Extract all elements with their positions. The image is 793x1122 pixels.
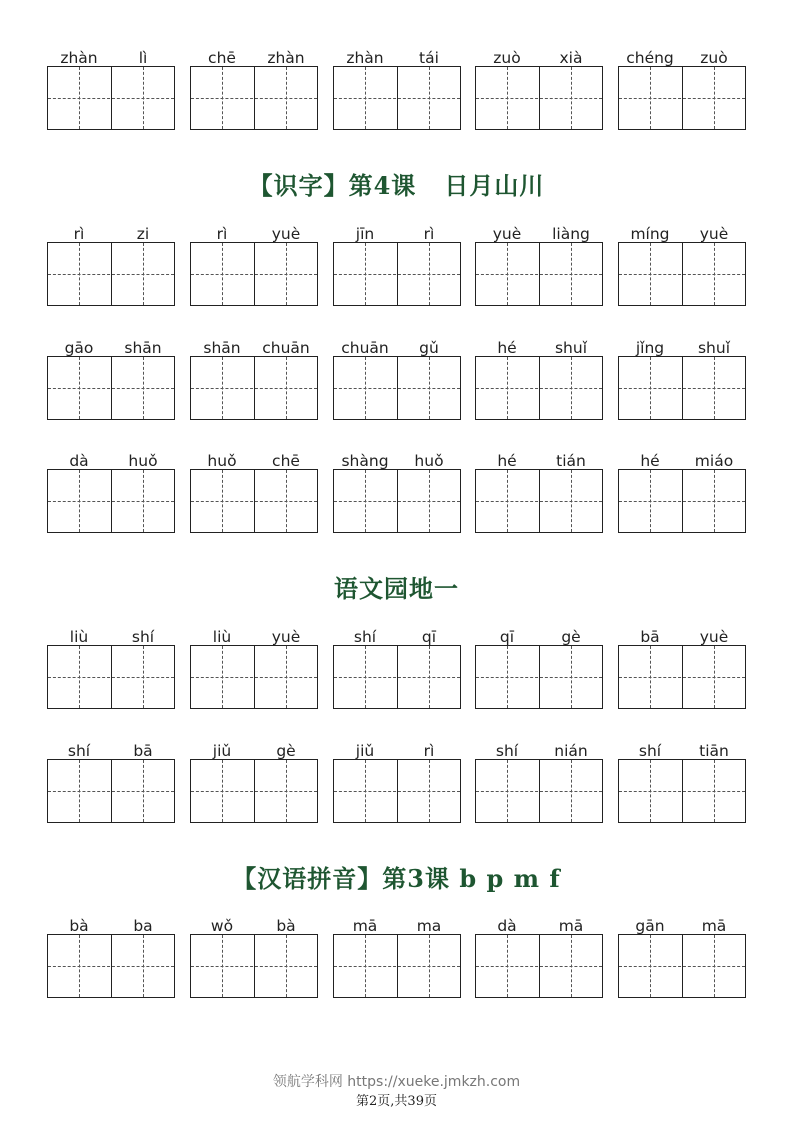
word-block bbox=[333, 338, 461, 438]
word-block bbox=[190, 916, 318, 1016]
word-block bbox=[475, 451, 603, 551]
dashed-guide-vertical bbox=[222, 67, 223, 129]
pinyin-label: hé bbox=[497, 339, 517, 357]
pinyin-label: tián bbox=[556, 452, 586, 470]
pinyin-label: liù bbox=[69, 628, 89, 646]
dashed-guide-horizontal bbox=[476, 98, 602, 99]
dashed-guide-vertical bbox=[429, 357, 430, 419]
pinyin-label: shí bbox=[495, 742, 519, 760]
dashed-guide-horizontal bbox=[48, 677, 174, 678]
pinyin-label: ba bbox=[133, 917, 153, 935]
pinyin-label: huǒ bbox=[414, 452, 444, 470]
tianzige-writing-box[interactable] bbox=[47, 469, 175, 533]
tianzige-writing-box[interactable] bbox=[47, 759, 175, 823]
pinyin-label: shàng bbox=[341, 452, 389, 470]
dashed-guide-vertical bbox=[143, 67, 144, 129]
pinyin-label: bà bbox=[69, 917, 89, 935]
dashed-guide-horizontal bbox=[191, 98, 317, 99]
dashed-guide-vertical bbox=[286, 935, 287, 997]
dashed-guide-horizontal bbox=[48, 501, 174, 502]
pinyin-label: tiān bbox=[699, 742, 729, 760]
dashed-guide-vertical bbox=[365, 67, 366, 129]
dashed-guide-horizontal bbox=[48, 274, 174, 275]
dashed-guide-horizontal bbox=[476, 388, 602, 389]
word-block bbox=[618, 224, 746, 324]
pinyin-label: gè bbox=[276, 742, 296, 760]
pinyin-label: yuè bbox=[492, 225, 522, 243]
dashed-guide-vertical bbox=[365, 357, 366, 419]
tianzige-writing-box[interactable] bbox=[618, 356, 746, 420]
word-block bbox=[190, 338, 318, 438]
section-heading: 语文园地一 bbox=[334, 574, 459, 603]
dashed-guide-vertical bbox=[222, 935, 223, 997]
pinyin-label: xià bbox=[559, 49, 583, 67]
dashed-guide-vertical bbox=[365, 935, 366, 997]
dashed-guide-horizontal bbox=[476, 274, 602, 275]
pinyin-label: wǒ bbox=[210, 917, 234, 935]
pinyin-label: zi bbox=[136, 225, 150, 243]
dashed-guide-horizontal bbox=[48, 388, 174, 389]
pinyin-label: nián bbox=[554, 742, 588, 760]
pinyin-label: shuǐ bbox=[554, 339, 588, 357]
dashed-guide-vertical bbox=[79, 935, 80, 997]
dashed-guide-horizontal bbox=[619, 677, 745, 678]
word-block bbox=[475, 741, 603, 841]
tianzige-writing-box[interactable] bbox=[475, 242, 603, 306]
word-block bbox=[475, 224, 603, 324]
pinyin-label: gān bbox=[635, 917, 665, 935]
tianzige-writing-box[interactable] bbox=[190, 469, 318, 533]
dashed-guide-vertical bbox=[222, 357, 223, 419]
pinyin-label: mā bbox=[558, 917, 584, 935]
dashed-guide-vertical bbox=[650, 243, 651, 305]
dashed-guide-vertical bbox=[714, 357, 715, 419]
dashed-guide-vertical bbox=[429, 935, 430, 997]
tianzige-writing-box[interactable] bbox=[475, 759, 603, 823]
word-block bbox=[333, 916, 461, 1016]
pinyin-label: lì bbox=[138, 49, 148, 67]
dashed-guide-vertical bbox=[286, 470, 287, 532]
tianzige-writing-box[interactable] bbox=[333, 759, 461, 823]
tianzige-writing-box[interactable] bbox=[618, 242, 746, 306]
pinyin-label: tái bbox=[419, 49, 439, 67]
pinyin-label: ma bbox=[416, 917, 442, 935]
dashed-guide-horizontal bbox=[476, 677, 602, 678]
pinyin-label: gè bbox=[561, 628, 581, 646]
dashed-guide-vertical bbox=[650, 760, 651, 822]
writing-row bbox=[0, 224, 793, 324]
word-block bbox=[333, 224, 461, 324]
dashed-guide-horizontal bbox=[334, 677, 460, 678]
pinyin-label: rì bbox=[423, 225, 435, 243]
dashed-guide-vertical bbox=[286, 357, 287, 419]
pinyin-label: hé bbox=[497, 452, 517, 470]
tianzige-writing-box[interactable] bbox=[333, 934, 461, 998]
dashed-guide-vertical bbox=[714, 243, 715, 305]
pinyin-label: jiǔ bbox=[355, 742, 375, 760]
pinyin-label: chē bbox=[272, 452, 300, 470]
pinyin-label: shān bbox=[124, 339, 162, 357]
word-block bbox=[618, 627, 746, 727]
tianzige-writing-box[interactable] bbox=[190, 66, 318, 130]
word-block bbox=[190, 224, 318, 324]
dashed-guide-horizontal bbox=[619, 274, 745, 275]
pinyin-label: jiǔ bbox=[212, 742, 232, 760]
pinyin-label: mā bbox=[352, 917, 378, 935]
word-block bbox=[475, 48, 603, 148]
dashed-guide-horizontal bbox=[334, 388, 460, 389]
tianzige-writing-box[interactable] bbox=[333, 645, 461, 709]
pinyin-label: yuè bbox=[271, 225, 301, 243]
word-block bbox=[47, 451, 175, 551]
dashed-guide-horizontal bbox=[476, 501, 602, 502]
dashed-guide-vertical bbox=[143, 357, 144, 419]
pinyin-label: shān bbox=[203, 339, 241, 357]
tianzige-writing-box[interactable] bbox=[618, 469, 746, 533]
pinyin-label: shí bbox=[353, 628, 377, 646]
dashed-guide-vertical bbox=[714, 67, 715, 129]
section-heading: 【汉语拼音】第3课 b p m f bbox=[232, 864, 561, 893]
word-block bbox=[618, 451, 746, 551]
dashed-guide-vertical bbox=[143, 760, 144, 822]
footer-site: 领航学科网 https://xueke.jmkzh.com bbox=[272, 1074, 521, 1090]
tianzige-writing-box[interactable] bbox=[333, 66, 461, 130]
pinyin-label: rì bbox=[73, 225, 85, 243]
pinyin-label: chuān bbox=[341, 339, 389, 357]
tianzige-writing-box[interactable] bbox=[47, 66, 175, 130]
word-block bbox=[47, 48, 175, 148]
dashed-guide-vertical bbox=[143, 646, 144, 708]
dashed-guide-vertical bbox=[650, 470, 651, 532]
pinyin-label: bà bbox=[276, 917, 296, 935]
dashed-guide-vertical bbox=[143, 935, 144, 997]
pinyin-label: zhàn bbox=[346, 49, 384, 67]
pinyin-label: rì bbox=[216, 225, 228, 243]
dashed-guide-horizontal bbox=[334, 98, 460, 99]
tianzige-writing-box[interactable] bbox=[333, 469, 461, 533]
dashed-guide-vertical bbox=[507, 935, 508, 997]
pinyin-label: chéng bbox=[626, 49, 674, 67]
dashed-guide-vertical bbox=[79, 470, 80, 532]
tianzige-writing-box[interactable] bbox=[47, 645, 175, 709]
tianzige-writing-box[interactable] bbox=[618, 645, 746, 709]
dashed-guide-vertical bbox=[143, 470, 144, 532]
dashed-guide-horizontal bbox=[191, 677, 317, 678]
dashed-guide-horizontal bbox=[48, 98, 174, 99]
dashed-guide-vertical bbox=[222, 760, 223, 822]
dashed-guide-vertical bbox=[79, 357, 80, 419]
tianzige-writing-box[interactable] bbox=[333, 356, 461, 420]
dashed-guide-vertical bbox=[429, 646, 430, 708]
tianzige-writing-box[interactable] bbox=[47, 356, 175, 420]
word-block bbox=[333, 451, 461, 551]
dashed-guide-vertical bbox=[365, 243, 366, 305]
dashed-guide-horizontal bbox=[334, 501, 460, 502]
word-block bbox=[190, 48, 318, 148]
dashed-guide-vertical bbox=[507, 470, 508, 532]
word-block bbox=[47, 741, 175, 841]
dashed-guide-vertical bbox=[507, 646, 508, 708]
dashed-guide-horizontal bbox=[476, 966, 602, 967]
pinyin-label: huǒ bbox=[207, 452, 237, 470]
dashed-guide-horizontal bbox=[619, 501, 745, 502]
tianzige-writing-box[interactable] bbox=[47, 242, 175, 306]
tianzige-writing-box[interactable] bbox=[475, 934, 603, 998]
pinyin-label: zuò bbox=[493, 49, 521, 67]
pinyin-label: qī bbox=[499, 628, 515, 646]
tianzige-writing-box[interactable] bbox=[190, 759, 318, 823]
dashed-guide-vertical bbox=[286, 646, 287, 708]
dashed-guide-vertical bbox=[79, 67, 80, 129]
tianzige-writing-box[interactable] bbox=[475, 356, 603, 420]
dashed-guide-horizontal bbox=[334, 791, 460, 792]
dashed-guide-vertical bbox=[143, 243, 144, 305]
pinyin-label: chē bbox=[208, 49, 236, 67]
tianzige-writing-box[interactable] bbox=[190, 356, 318, 420]
dashed-guide-vertical bbox=[365, 646, 366, 708]
dashed-guide-vertical bbox=[571, 935, 572, 997]
dashed-guide-vertical bbox=[79, 243, 80, 305]
word-block bbox=[190, 451, 318, 551]
pinyin-label: jīn bbox=[355, 225, 375, 243]
dashed-guide-horizontal bbox=[191, 501, 317, 502]
word-block bbox=[47, 916, 175, 1016]
tianzige-writing-box[interactable] bbox=[475, 66, 603, 130]
dashed-guide-horizontal bbox=[191, 791, 317, 792]
tianzige-writing-box[interactable] bbox=[47, 934, 175, 998]
writing-row bbox=[0, 741, 793, 841]
dashed-guide-vertical bbox=[650, 357, 651, 419]
dashed-guide-vertical bbox=[571, 646, 572, 708]
dashed-guide-vertical bbox=[507, 357, 508, 419]
dashed-guide-vertical bbox=[429, 760, 430, 822]
tianzige-writing-box[interactable] bbox=[618, 759, 746, 823]
tianzige-writing-box[interactable] bbox=[618, 66, 746, 130]
dashed-guide-horizontal bbox=[48, 966, 174, 967]
dashed-guide-horizontal bbox=[334, 966, 460, 967]
pinyin-label: shuǐ bbox=[697, 339, 731, 357]
dashed-guide-vertical bbox=[79, 646, 80, 708]
pinyin-label: dà bbox=[497, 917, 517, 935]
pinyin-label: shí bbox=[67, 742, 91, 760]
dashed-guide-vertical bbox=[507, 760, 508, 822]
dashed-guide-vertical bbox=[650, 646, 651, 708]
dashed-guide-vertical bbox=[571, 243, 572, 305]
dashed-guide-vertical bbox=[222, 243, 223, 305]
writing-row bbox=[0, 338, 793, 438]
pinyin-label: jǐng bbox=[635, 339, 665, 357]
word-block bbox=[190, 627, 318, 727]
pinyin-label: yuè bbox=[271, 628, 301, 646]
dashed-guide-vertical bbox=[286, 67, 287, 129]
dashed-guide-horizontal bbox=[619, 791, 745, 792]
dashed-guide-horizontal bbox=[191, 966, 317, 967]
dashed-guide-vertical bbox=[571, 470, 572, 532]
dashed-guide-vertical bbox=[714, 646, 715, 708]
dashed-guide-horizontal bbox=[334, 274, 460, 275]
pinyin-label: liù bbox=[212, 628, 232, 646]
tianzige-writing-box[interactable] bbox=[475, 645, 603, 709]
dashed-guide-horizontal bbox=[476, 791, 602, 792]
tianzige-writing-box[interactable] bbox=[190, 242, 318, 306]
dashed-guide-vertical bbox=[650, 67, 651, 129]
dashed-guide-vertical bbox=[286, 243, 287, 305]
dashed-guide-vertical bbox=[429, 470, 430, 532]
dashed-guide-vertical bbox=[571, 67, 572, 129]
dashed-guide-vertical bbox=[365, 760, 366, 822]
pinyin-label: bā bbox=[640, 628, 660, 646]
word-block bbox=[333, 48, 461, 148]
pinyin-label: liàng bbox=[552, 225, 590, 243]
dashed-guide-vertical bbox=[571, 357, 572, 419]
pinyin-label: huǒ bbox=[128, 452, 158, 470]
dashed-guide-vertical bbox=[507, 67, 508, 129]
dashed-guide-horizontal bbox=[191, 388, 317, 389]
pinyin-label: zuò bbox=[700, 49, 728, 67]
pinyin-label: qī bbox=[421, 628, 437, 646]
dashed-guide-vertical bbox=[286, 760, 287, 822]
dashed-guide-vertical bbox=[429, 243, 430, 305]
pinyin-label: dà bbox=[69, 452, 89, 470]
section-heading: 【识字】第4课 日月山川 bbox=[248, 171, 545, 200]
tianzige-writing-box[interactable] bbox=[190, 934, 318, 998]
dashed-guide-vertical bbox=[222, 470, 223, 532]
word-block bbox=[333, 741, 461, 841]
tianzige-writing-box[interactable] bbox=[475, 469, 603, 533]
pinyin-label: zhàn bbox=[267, 49, 305, 67]
pinyin-label: gǔ bbox=[419, 339, 439, 357]
word-block bbox=[47, 627, 175, 727]
word-block bbox=[190, 741, 318, 841]
dashed-guide-horizontal bbox=[619, 388, 745, 389]
writing-row bbox=[0, 916, 793, 1016]
pinyin-label: shí bbox=[131, 628, 155, 646]
writing-row bbox=[0, 627, 793, 727]
word-block bbox=[333, 627, 461, 727]
dashed-guide-vertical bbox=[365, 470, 366, 532]
dashed-guide-vertical bbox=[507, 243, 508, 305]
dashed-guide-horizontal bbox=[619, 98, 745, 99]
dashed-guide-vertical bbox=[222, 646, 223, 708]
pinyin-label: hé bbox=[640, 452, 660, 470]
dashed-guide-vertical bbox=[714, 470, 715, 532]
dashed-guide-vertical bbox=[429, 67, 430, 129]
tianzige-writing-box[interactable] bbox=[190, 645, 318, 709]
pinyin-label: gāo bbox=[64, 339, 94, 357]
pinyin-label: yuè bbox=[699, 628, 729, 646]
dashed-guide-vertical bbox=[571, 760, 572, 822]
word-block bbox=[618, 916, 746, 1016]
pinyin-label: bā bbox=[133, 742, 153, 760]
word-block bbox=[47, 338, 175, 438]
writing-row bbox=[0, 48, 793, 148]
dashed-guide-vertical bbox=[79, 760, 80, 822]
word-block bbox=[618, 48, 746, 148]
dashed-guide-vertical bbox=[714, 760, 715, 822]
pinyin-label: chuān bbox=[262, 339, 310, 357]
dashed-guide-horizontal bbox=[191, 274, 317, 275]
pinyin-label: mā bbox=[701, 917, 727, 935]
word-block bbox=[618, 338, 746, 438]
pinyin-label: miáo bbox=[694, 452, 734, 470]
pinyin-label: shí bbox=[638, 742, 662, 760]
tianzige-writing-box[interactable] bbox=[333, 242, 461, 306]
dashed-guide-vertical bbox=[650, 935, 651, 997]
word-block bbox=[618, 741, 746, 841]
word-block bbox=[47, 224, 175, 324]
footer-page-number: 第2页,共39页 bbox=[356, 1094, 437, 1109]
dashed-guide-horizontal bbox=[619, 966, 745, 967]
writing-row bbox=[0, 451, 793, 551]
word-block bbox=[475, 338, 603, 438]
pinyin-label: rì bbox=[423, 742, 435, 760]
pinyin-label: yuè bbox=[699, 225, 729, 243]
tianzige-writing-box[interactable] bbox=[618, 934, 746, 998]
word-block bbox=[475, 916, 603, 1016]
dashed-guide-horizontal bbox=[48, 791, 174, 792]
pinyin-label: míng bbox=[630, 225, 670, 243]
pinyin-label: zhàn bbox=[60, 49, 98, 67]
dashed-guide-vertical bbox=[714, 935, 715, 997]
word-block bbox=[475, 627, 603, 727]
